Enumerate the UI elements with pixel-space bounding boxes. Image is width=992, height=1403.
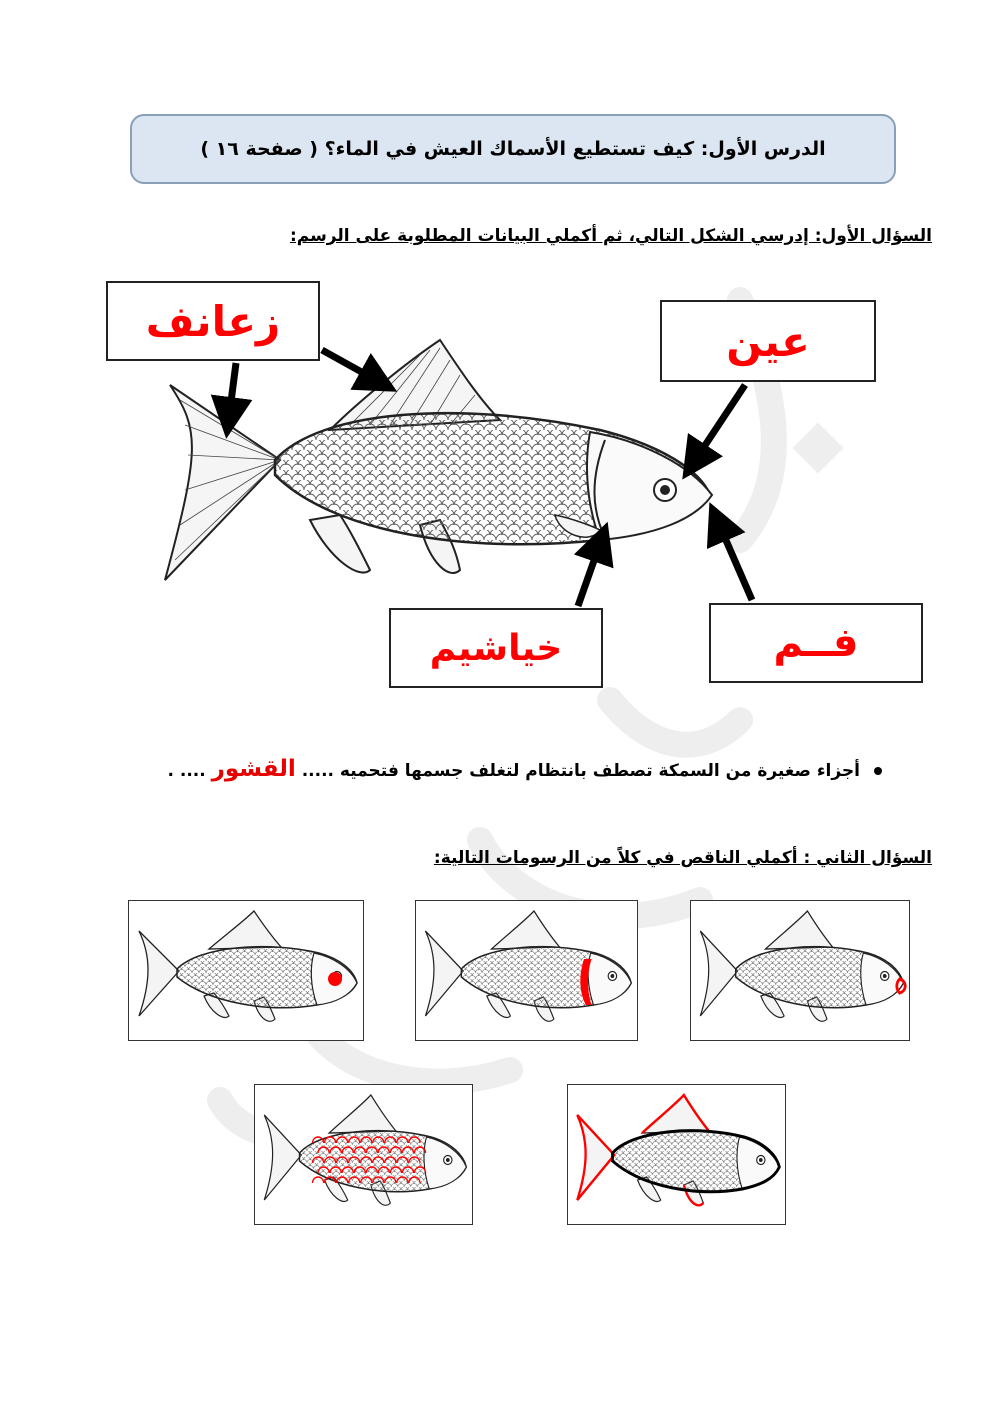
- fish-thumbnail-eye: [129, 901, 362, 1039]
- fish-thumbnail-fins: [568, 1085, 784, 1223]
- label-eye: عين: [660, 300, 876, 382]
- fish-thumbnail-gills: [416, 901, 636, 1039]
- thumb-eye: [128, 900, 364, 1041]
- lesson-title: الدرس الأول: كيف تستطيع الأسماك العيش في الماء؟ ( صفحة ١٦ ): [130, 114, 896, 184]
- question-1: السؤال الأول: إدرسي الشكل التالي، ثم أكملي البيانات المطلوبة على الرسم:: [289, 226, 932, 246]
- fish-thumbnail-scales: [255, 1085, 471, 1223]
- question-2: السؤال الثاني : أكملي الناقص في كلاً من الرسومات التالية:: [433, 848, 932, 868]
- label-gills: خياشيم: [389, 608, 603, 688]
- fish-thumbnail-mouth: [691, 901, 908, 1039]
- label-fins: زعانف: [106, 281, 320, 361]
- fill-suffix: .... .: [167, 761, 206, 781]
- bullet: [874, 767, 882, 775]
- thumb-scales: [254, 1084, 473, 1225]
- fill-sentence: [168, 756, 883, 782]
- thumb-mouth: [690, 900, 910, 1041]
- fill-prefix: أجزاء صغيرة من السمكة تصطف بانتظام لتغلف جسمها فتحميه .....: [301, 761, 860, 781]
- thumb-fins: [567, 1084, 786, 1225]
- fill-answer: القشور: [211, 756, 296, 782]
- label-mouth: فــم: [709, 603, 923, 683]
- thumb-gills: [415, 900, 638, 1041]
